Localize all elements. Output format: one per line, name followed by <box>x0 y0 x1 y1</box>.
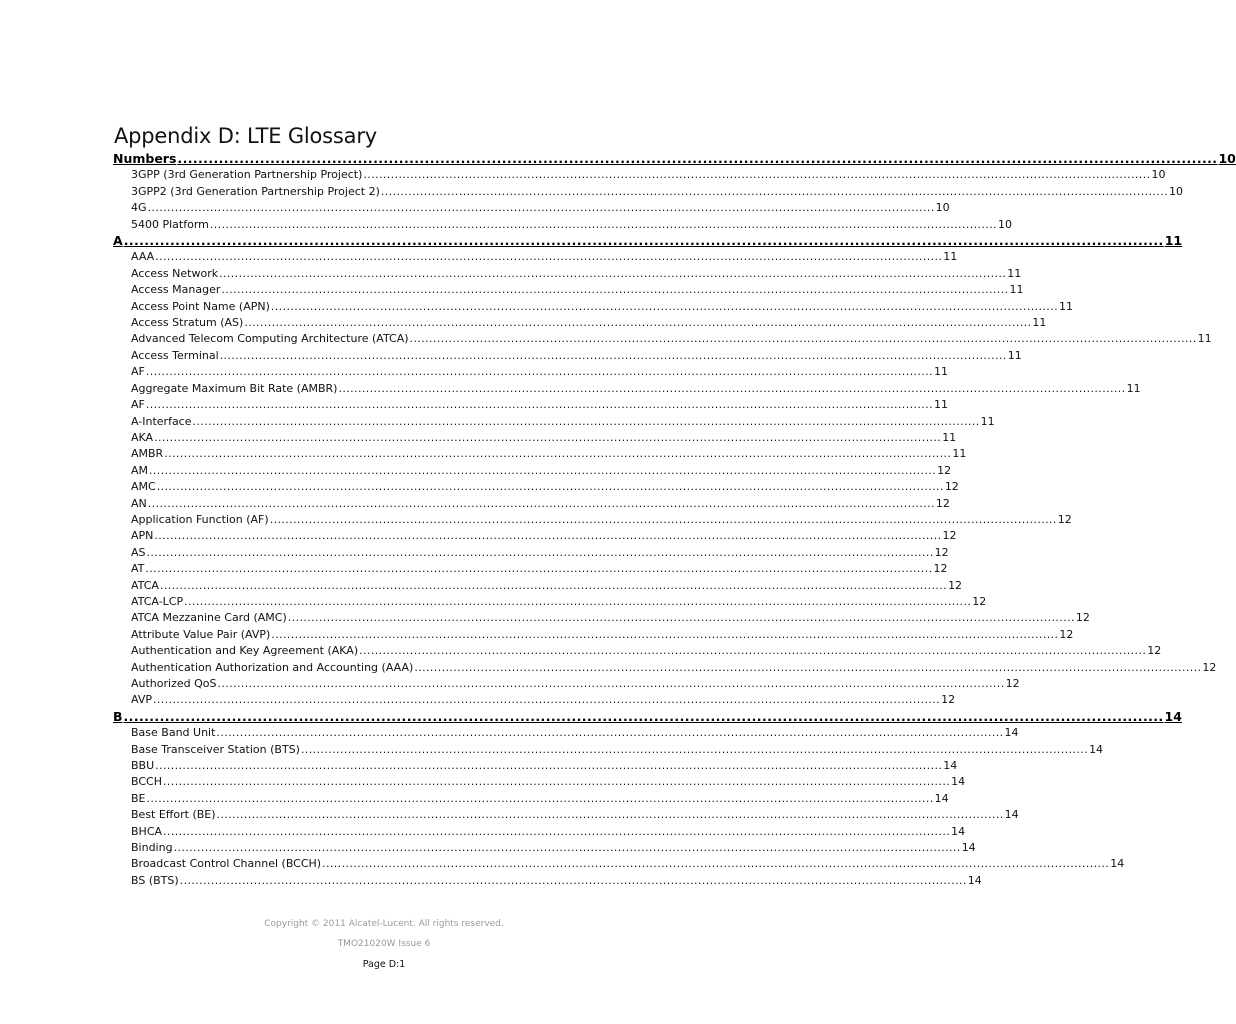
dot-leader: .......................................................................................................................................................................................................... <box>217 677 1005 690</box>
dot-leader: .......................................................................................................................................................................................................... <box>177 151 1218 166</box>
glossary-entry[interactable] <box>113 217 1012 233</box>
page-number: 10 <box>998 217 1012 231</box>
entry-label: BE <box>131 791 146 805</box>
glossary-entry[interactable] <box>113 873 982 889</box>
entry-label: Attribute Value Pair (AVP) <box>131 627 271 641</box>
page-number: 11 <box>933 398 948 412</box>
page-number: 14 <box>1004 726 1019 740</box>
dot-leader: .......................................................................................................................................................................................................... <box>219 266 1007 280</box>
glossary-entry[interactable] <box>113 364 948 380</box>
glossary-entry[interactable] <box>113 856 1125 872</box>
page-number: 10 <box>1151 168 1166 182</box>
page-number: 12 <box>972 594 987 608</box>
glossary-entry[interactable] <box>113 249 958 265</box>
entry-label: Access Terminal <box>131 348 219 362</box>
entry-label: 3GPP2 (3rd Generation Partnership Project 2) <box>131 184 380 198</box>
entry-label: Application Function (AF) <box>131 512 269 526</box>
entry-label: ATCA-LCP <box>131 594 184 608</box>
entry-label: AT <box>131 562 145 576</box>
glossary-entry[interactable] <box>113 545 949 561</box>
glossary-entry[interactable] <box>113 496 950 512</box>
glossary-entry[interactable] <box>113 528 957 544</box>
dot-leader: .......................................................................................................................................................................................................... <box>270 299 1058 313</box>
glossary-entry[interactable] <box>113 414 995 430</box>
glossary-entry[interactable] <box>113 627 1074 643</box>
page-number: 14 <box>1089 742 1104 756</box>
entry-label: Authorized QoS <box>131 677 217 690</box>
entry-label: Advanced Telecom Computing Architecture (ATCA) <box>131 332 409 346</box>
glossary-entry[interactable] <box>113 184 1183 200</box>
glossary-entry[interactable] <box>113 561 948 577</box>
page-number: 11 <box>1007 348 1022 362</box>
entry-label: Broadcast Control Channel (BCCH) <box>131 857 322 871</box>
dot-leader: .......................................................................................................................................................................................................... <box>146 791 934 805</box>
glossary-entry[interactable] <box>113 463 952 479</box>
page-number: 12 <box>1005 677 1020 690</box>
glossary-entry[interactable] <box>113 791 949 807</box>
glossary-entry[interactable] <box>113 299 1073 315</box>
glossary-entry[interactable] <box>113 331 1212 347</box>
page-number: 12 <box>1057 512 1072 526</box>
dot-leader: .......................................................................................................................................................................................................... <box>179 873 967 887</box>
page-number: 12 <box>948 578 963 592</box>
section-label: B <box>113 708 123 724</box>
entry-label: AMBR <box>131 447 164 461</box>
page-number: 14 <box>1164 708 1182 724</box>
copyright-notice: Copyright © 2011 Alcatel-Lucent. All rights reserved. <box>264 919 504 929</box>
dot-leader: .......................................................................................................................................................................................................... <box>209 217 997 231</box>
page-number: 12 <box>941 693 956 707</box>
entry-label: ATCA <box>131 578 159 592</box>
glossary-entry[interactable] <box>113 430 957 446</box>
entry-label: AMC <box>131 480 156 494</box>
dot-leader: .......................................................................................................................................................................................................... <box>152 693 941 707</box>
dot-leader: .......................................................................................................................................................................................................... <box>149 463 937 477</box>
dot-leader: .......................................................................................................................................................................................................... <box>216 726 1004 740</box>
entry-label: A-Interface <box>131 414 192 428</box>
dot-leader: .......................................................................................................................................................................................................... <box>216 808 1004 822</box>
entry-label: APN <box>131 529 154 543</box>
glossary-entry[interactable] <box>113 824 966 840</box>
dot-leader: .......................................................................................................................................................................................................... <box>156 480 944 494</box>
glossary-entry[interactable] <box>113 594 987 610</box>
page-number: 14 <box>961 841 976 855</box>
page-number: 14 <box>951 775 966 789</box>
page-number: 14 <box>951 824 966 838</box>
page-number: 12 <box>1075 611 1090 625</box>
dot-leader: .......................................................................................................................................................................................................... <box>145 398 933 412</box>
page-number: 11 <box>1197 332 1212 346</box>
glossary-entry[interactable] <box>113 479 959 495</box>
dot-leader: .......................................................................................................................................................................................................... <box>359 644 1147 658</box>
dot-leader: .......................................................................................................................................................................................................... <box>154 529 942 543</box>
dot-leader: .......................................................................................................................................................................................................... <box>409 332 1197 346</box>
entry-label: 4G <box>131 201 147 215</box>
glossary-entry[interactable] <box>113 774 966 790</box>
dot-leader: .......................................................................................................................................................................................................... <box>414 660 1202 674</box>
page-number: 11 <box>933 365 948 379</box>
glossary-entry[interactable] <box>113 512 1072 528</box>
page-number: 12 <box>1059 627 1074 641</box>
dot-leader: .......................................................................................................................................................................................................... <box>147 496 935 510</box>
entry-label: AF <box>131 365 145 379</box>
dot-leader: .......................................................................................................................................................................................................... <box>173 841 961 855</box>
entry-label: AM <box>131 463 149 477</box>
entry-label: Access Point Name (APN) <box>131 299 270 313</box>
dot-leader: .......................................................................................................................................................................................................... <box>380 184 1168 198</box>
glossary-entry[interactable] <box>113 610 1090 626</box>
page-number: 12 <box>1202 660 1217 674</box>
entry-label: AF <box>131 398 145 412</box>
glossary-entry[interactable] <box>113 381 1141 397</box>
page-number: 14 <box>934 791 949 805</box>
glossary-entry[interactable] <box>113 348 1022 364</box>
entry-label: Base Band Unit <box>131 726 216 740</box>
page-number: 14 <box>1004 808 1019 822</box>
dot-leader: .......................................................................................................................................................................................................... <box>338 381 1126 395</box>
entry-label: ATCA Mezzanine Card (AMC) <box>131 611 287 625</box>
glossary-entry[interactable] <box>113 742 1104 758</box>
dot-leader: .......................................................................................................................................................................................................... <box>154 430 942 444</box>
glossary-entry[interactable] <box>113 840 976 856</box>
entry-label: BS (BTS) <box>131 873 179 887</box>
dot-leader: .......................................................................................................................................................................................................... <box>363 168 1151 182</box>
entry-label: Authentication and Key Agreement (AKA) <box>131 644 359 658</box>
dot-leader: .......................................................................................................................................................................................................... <box>164 447 952 461</box>
entry-label: Aggregate Maximum Bit Rate (AMBR) <box>131 381 338 395</box>
dot-leader: .......................................................................................................................................................................................................... <box>155 250 943 264</box>
page-number: 12 <box>1147 644 1162 658</box>
page-number: 11 <box>942 430 957 444</box>
page-number: 12 <box>944 480 959 494</box>
glossary-entry[interactable] <box>113 200 950 216</box>
dot-leader: .......................................................................................................................................................................................................... <box>145 562 933 576</box>
page-number: 11 <box>1007 266 1022 280</box>
page-number: 11 <box>1164 233 1183 249</box>
entry-label: AVP <box>131 693 152 707</box>
entry-label: Authentication Authorization and Accounting (AAA) <box>131 660 414 674</box>
page-number: 11 <box>1126 381 1141 395</box>
section-heading-b[interactable] <box>113 708 1182 725</box>
page-number: 14 <box>943 759 958 773</box>
dot-leader: .......................................................................................................................................................................................................... <box>155 759 943 773</box>
entry-label: Access Network <box>131 266 219 280</box>
page-number: 14 <box>967 873 982 887</box>
entry-label: Best Effort (BE) <box>131 808 216 822</box>
dot-leader: .......................................................................................................................................................................................................... <box>244 316 1032 330</box>
entry-label: AAA <box>131 250 155 264</box>
glossary-index <box>113 151 1236 889</box>
page-number-footer: Page D:1 <box>362 959 406 970</box>
entry-label: AN <box>131 496 147 510</box>
dot-leader: .......................................................................................................................................................................................................... <box>192 414 980 428</box>
page-number: 11 <box>943 250 958 264</box>
glossary-entry[interactable] <box>113 643 1162 659</box>
dot-leader: .......................................................................................................................................................................................................... <box>221 283 1009 297</box>
glossary-entry[interactable] <box>113 758 958 774</box>
page-number: 12 <box>937 463 952 477</box>
entry-label: Base Transceiver Station (BTS) <box>131 742 300 756</box>
section-heading-a[interactable] <box>113 233 1183 249</box>
dot-leader: .......................................................................................................................................................................................................... <box>163 775 951 789</box>
page-number: 10 <box>1218 151 1236 166</box>
dot-leader: .......................................................................................................................................................................................................... <box>300 742 1089 756</box>
section-heading-numbers[interactable] <box>113 151 1236 167</box>
entry-label: Access Manager <box>131 283 221 297</box>
entry-label: BHCA <box>131 824 163 838</box>
dot-leader: .......................................................................................................................................................................................................... <box>147 201 935 215</box>
page-number: 11 <box>1032 316 1047 330</box>
entry-label: AKA <box>131 430 154 444</box>
page-number: 10 <box>1169 184 1183 198</box>
page-number: 12 <box>935 496 950 510</box>
page-number: 11 <box>1009 283 1024 297</box>
page-number: 11 <box>1059 299 1073 313</box>
entry-label: AS <box>131 545 146 559</box>
page-number: 14 <box>1110 857 1125 871</box>
section-label: Numbers <box>113 151 177 166</box>
entry-label: BBU <box>131 759 155 773</box>
dot-leader: .......................................................................................................................................................................................................... <box>159 578 948 592</box>
dot-leader: .......................................................................................................................................................................................................... <box>219 348 1007 362</box>
dot-leader: .......................................................................................................................................................................................................... <box>123 233 1164 249</box>
glossary-entry[interactable] <box>113 315 1047 331</box>
glossary-entry[interactable] <box>113 266 1022 282</box>
glossary-entry[interactable] <box>113 397 948 413</box>
dot-leader: .......................................................................................................................................................................................................... <box>271 627 1059 641</box>
page-number: 12 <box>942 529 957 543</box>
entry-label: 5400 Platform <box>131 217 209 231</box>
entry-label: Access Stratum (AS) <box>131 316 244 330</box>
dot-leader: .......................................................................................................................................................................................................... <box>146 545 934 559</box>
glossary-entry[interactable] <box>113 692 956 708</box>
glossary-entry[interactable] <box>113 807 1019 823</box>
dot-leader: .......................................................................................................................................................................................................... <box>287 611 1075 625</box>
page-title: Appendix D: LTE Glossary <box>114 124 377 149</box>
page-number: 11 <box>980 414 995 428</box>
glossary-entry[interactable] <box>113 676 1020 692</box>
entry-label: BCCH <box>131 775 162 789</box>
entry-label: 3GPP (3rd Generation Partnership Project) <box>131 168 363 182</box>
dot-leader: .......................................................................................................................................................................................................... <box>145 365 933 379</box>
glossary-entry[interactable] <box>113 660 1217 676</box>
page-number: 12 <box>934 545 949 559</box>
glossary-entry[interactable] <box>113 578 963 594</box>
glossary-entry[interactable] <box>113 167 1166 183</box>
dot-leader: .......................................................................................................................................................................................................... <box>322 857 1110 871</box>
document-id: TMO21020W Issue 6 <box>337 939 431 949</box>
page-number: 11 <box>952 447 967 461</box>
entry-label: Binding <box>131 841 173 855</box>
dot-leader: .......................................................................................................................................................................................................... <box>269 512 1057 526</box>
glossary-entry[interactable] <box>113 446 967 462</box>
section-label: A <box>113 233 123 249</box>
dot-leader: .......................................................................................................................................................................................................... <box>123 708 1164 724</box>
page-number: 12 <box>933 562 948 576</box>
dot-leader: .......................................................................................................................................................................................................... <box>163 824 951 838</box>
page-number: 10 <box>935 201 950 215</box>
glossary-entry[interactable] <box>113 282 1024 298</box>
glossary-entry[interactable] <box>113 725 1019 741</box>
dot-leader: .......................................................................................................................................................................................................... <box>184 594 972 608</box>
